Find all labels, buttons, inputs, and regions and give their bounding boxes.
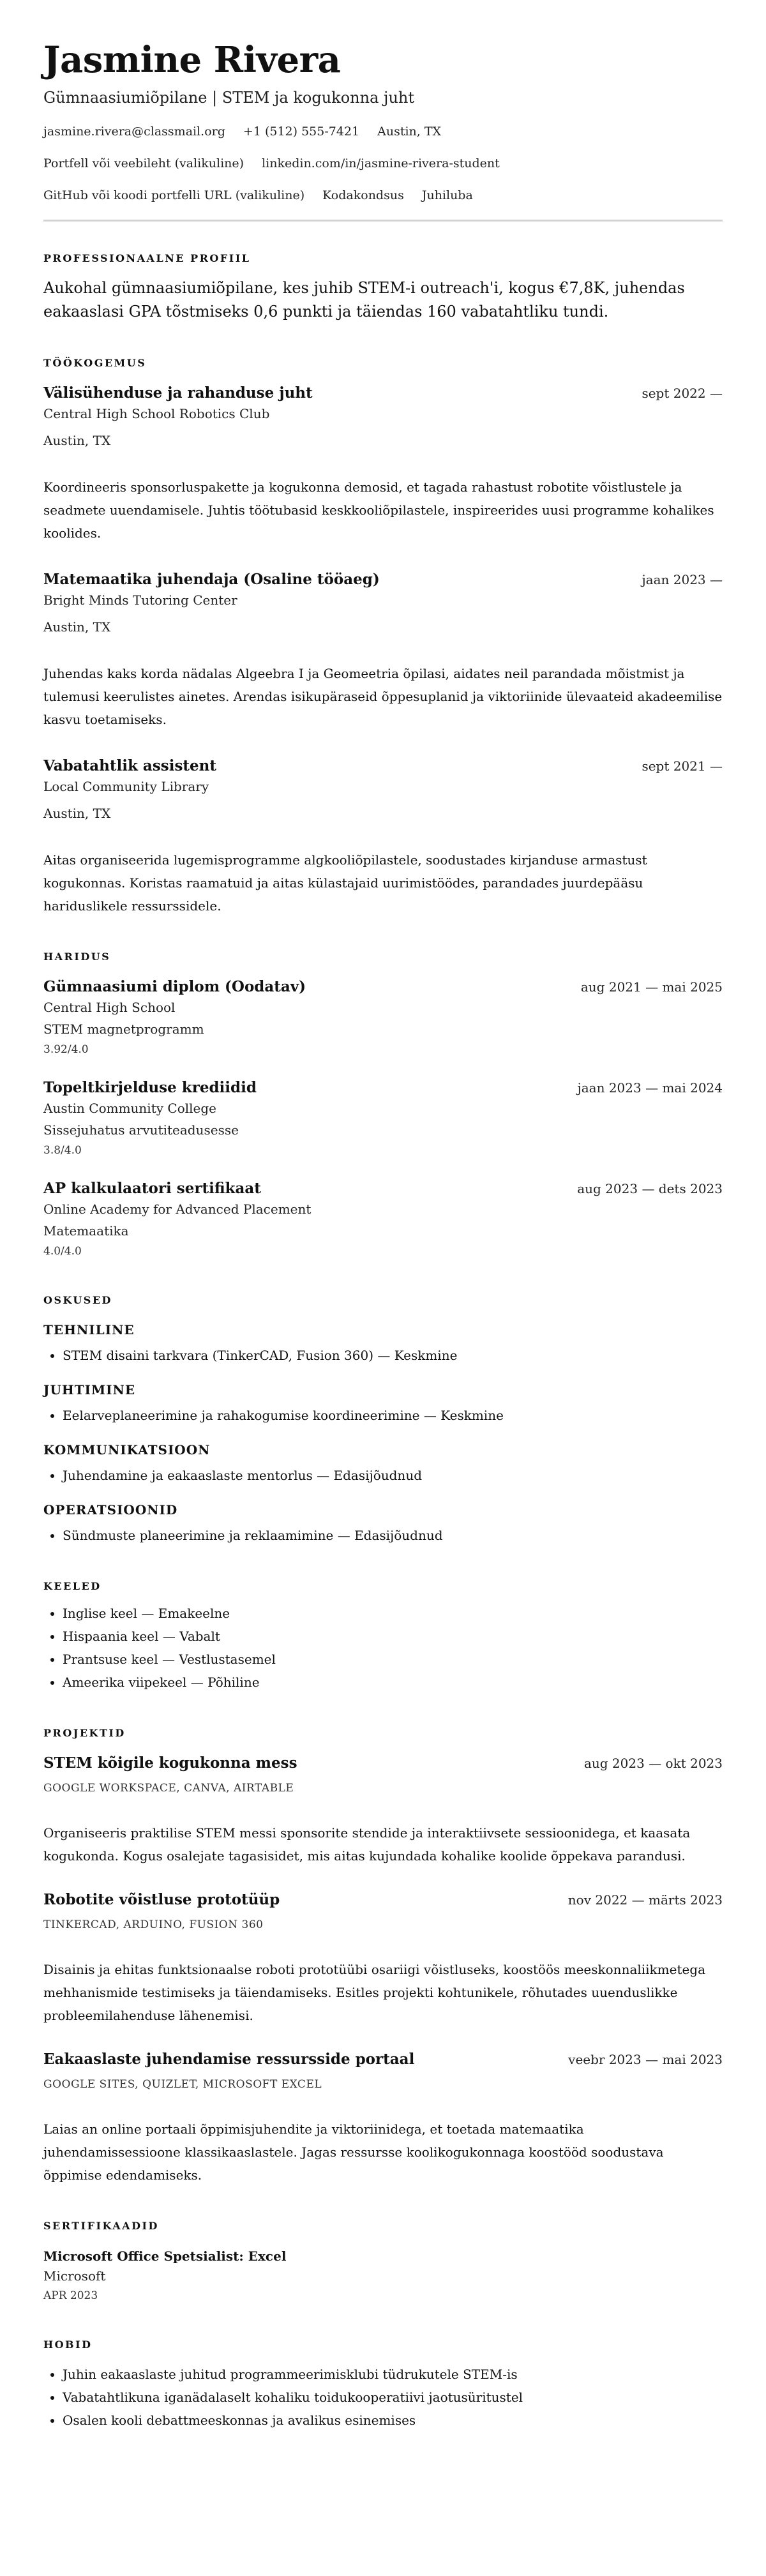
job-organization: Local Community Library <box>43 779 209 794</box>
project-entry <box>43 2050 723 2187</box>
certification-issuer: Microsoft <box>43 2268 106 2284</box>
education-section <box>43 951 723 1261</box>
entry-header <box>43 757 723 776</box>
project-technologies: TINKERCAD, ARDUINO, FUSION 360 <box>43 1918 264 1931</box>
entry-date: nov 2022 — märts 2023 <box>567 1892 723 1908</box>
email-link[interactable]: jasmine.rivera@classmail.org <box>43 124 225 139</box>
entry-title: Eakaaslaste juhendamise ressursside portaal <box>43 2051 415 2068</box>
skill-list <box>43 1464 723 1487</box>
skill-item: • STEM disaini tarkvara (TinkerCAD, Fusion 360) — Keskmine <box>63 1344 723 1367</box>
entry-date: jaan 2023 — <box>642 572 723 587</box>
entry-date: sept 2022 — <box>642 386 723 401</box>
entry-header <box>43 1890 723 1909</box>
job-location: Austin, TX <box>43 619 111 635</box>
hobbies-section <box>43 2339 723 2432</box>
profile-section <box>43 252 723 324</box>
certification-title: Microsoft Office Spetsialist: Excel <box>43 2248 287 2264</box>
header-divider <box>43 220 723 222</box>
entry-header <box>43 1754 723 1773</box>
projects-section <box>43 1727 723 2187</box>
language-item: • Prantsuse keel — Vestlustasemel <box>63 1648 723 1671</box>
field-of-study: STEM magnetprogramm <box>43 1021 204 1037</box>
project-technologies: GOOGLE SITES, QUIZLET, MICROSOFT EXCEL <box>43 2078 322 2091</box>
entry-header <box>43 1078 723 1097</box>
project-entry <box>43 1890 723 2027</box>
entry-date: aug 2023 — dets 2023 <box>577 1181 723 1196</box>
skill-category-heading: TEHNILINE <box>43 1322 135 1337</box>
job-description: Juhendas kaks korda nädalas Algeebra I ja Geomeetria õpilasi, aidates neil parandada mõistmist ja tulemusi keerulistes ainetes. Arendas isikupäraseid õppesuplanid ja viktoriinide ülevaateid akadeemilise kasvu toetamiseks. <box>43 666 723 727</box>
project-entry <box>43 1754 723 1867</box>
entry-header <box>43 384 723 403</box>
education-entry <box>43 1078 723 1160</box>
section-heading: OSKUSED <box>43 1294 112 1306</box>
entry-header <box>43 2050 723 2069</box>
section-heading: KEELED <box>43 1580 101 1592</box>
hobby-item: • Juhin eakaaslaste juhitud programmeerimisklubi tüdrukutele STEM-is <box>63 2363 723 2386</box>
resume-header <box>43 37 723 203</box>
contact-row <box>43 124 723 139</box>
education-entry <box>43 1179 723 1261</box>
project-technologies: GOOGLE WORKSPACE, CANVA, AIRTABLE <box>43 1782 294 1795</box>
job-organization: Central High School Robotics Club <box>43 406 270 421</box>
contact-row <box>43 188 723 203</box>
skill-category-heading: JUHTIMINE <box>43 1382 136 1397</box>
hobby-item: • Osalen kooli debattmeeskonnas ja avalikus esinemises <box>63 2409 723 2432</box>
school-name: Online Academy for Advanced Placement <box>43 1201 312 1217</box>
entry-title: Matemaatika juhendaja (Osaline tööaeg) <box>43 571 380 588</box>
skills-section <box>43 1294 723 1547</box>
contact-info <box>43 124 723 203</box>
skill-category-heading: KOMMUNIKATSIOON <box>43 1442 211 1457</box>
skill-category-heading: OPERATSIOONID <box>43 1502 178 1518</box>
contact-row <box>43 156 723 171</box>
entry-date: aug 2021 — mai 2025 <box>580 979 723 995</box>
experience-section <box>43 357 723 917</box>
github-placeholder: GitHub või koodi portfelli URL (valikuline) <box>43 188 305 202</box>
skill-item: • Sündmuste planeerimine ja reklaamimine — Edasijõudnud <box>63 1524 723 1547</box>
project-description: Organiseeris praktilise STEM messi sponsorite stendide ja interaktiivsete sessioonidega, et kaasata kogukonda. Kogus osalejate tagasisidet, mis aitas kujundada kohalike koolide õppekava parandusi. <box>43 1825 691 1864</box>
certifications-section <box>43 2220 723 2305</box>
education-entry <box>43 977 723 1059</box>
language-item: • Inglise keel — Emakeelne <box>63 1602 723 1625</box>
project-description: Laias an online portaali õppimisjuhendite ja viktoriinidega, et toetada matemaatika juhendamissessioone klassikaaslastele. Jagas ressursse koolikogukonnaga koostööd soodustava õppimise edendamiseks. <box>43 2121 664 2183</box>
job-entry <box>43 757 723 917</box>
entry-date: sept 2021 — <box>642 758 723 774</box>
drivers-license: Juhiluba <box>421 188 473 202</box>
job-entry <box>43 570 723 731</box>
job-location: Austin, TX <box>43 433 111 448</box>
gpa: 3.92/4.0 <box>43 1043 89 1056</box>
school-name: Central High School <box>43 1000 176 1015</box>
location: Austin, TX <box>377 124 442 139</box>
candidate-headline: Gümnaasiumiõpilane | STEM ja kogukonna juht <box>43 89 415 107</box>
entry-title: Robotite võistluse prototüüp <box>43 1891 280 1908</box>
entry-title: AP kalkulaatori sertifikaat <box>43 1180 261 1197</box>
job-description: Koordineeris sponsorluspakette ja kogukonna demosid, et tagada rahastust robotite võistlustele ja seadmete uuendamisele. Juhtis töötubasid keskkooliõpilastele, inspireerides uusi programme kohalikes koolides. <box>43 479 714 541</box>
section-heading: HARIDUS <box>43 951 111 963</box>
entry-title: Topeltkirjelduse krediidid <box>43 1079 257 1096</box>
certification-entry <box>43 2247 723 2305</box>
entry-title: STEM kõigile kogukonna mess <box>43 1754 297 1772</box>
language-item: • Ameerika viipekeel — Põhiline <box>63 1671 723 1694</box>
linkedin-link[interactable]: linkedin.com/in/jasmine-rivera-student <box>262 156 500 170</box>
field-of-study: Matemaatika <box>43 1223 129 1239</box>
hobby-item: • Vabatahtlikuna iganädalaselt kohaliku toidukooperatiivi jaotusüritustel <box>63 2386 723 2409</box>
entry-title: Vabatahtlik assistent <box>43 757 217 774</box>
entry-date: veebr 2023 — mai 2023 <box>568 2052 723 2067</box>
entry-date: aug 2023 — okt 2023 <box>583 1756 723 1771</box>
entry-header <box>43 570 723 589</box>
section-heading: HOBID <box>43 2339 93 2351</box>
candidate-name: Jasmine Rivera <box>43 39 341 81</box>
language-item: • Hispaania keel — Vabalt <box>63 1625 723 1648</box>
section-heading: PROFESSIONAALNE PROFIIL <box>43 252 251 264</box>
entry-header <box>43 1179 723 1198</box>
field-of-study: Sissejuhatus arvutiteadusesse <box>43 1122 239 1138</box>
certification-date: APR 2023 <box>43 2289 98 2302</box>
section-heading: SERTIFIKAADID <box>43 2220 159 2232</box>
skill-list <box>43 1404 723 1427</box>
project-description: Disainis ja ehitas funktsionaalse roboti prototüübi osariigi võistluseks, koostöös meeskonnaliikmetega mehhanismide testimiseks ja täiendamiseks. Esitles projekti kohtunikele, rõhutades uuenduslikke probleemilahenduse lähenemisi. <box>43 1962 706 2023</box>
skill-item: • Eelarveplaneerimine ja rahakogumise koordineerimine — Keskmine <box>63 1404 723 1427</box>
citizenship: Kodakondsus <box>322 188 404 202</box>
entry-title: Gümnaasiumi diplom (Oodatav) <box>43 978 306 995</box>
entry-header <box>43 977 723 997</box>
languages-section <box>43 1580 723 1694</box>
gpa: 4.0/4.0 <box>43 1245 82 1258</box>
profile-summary: Aukohal gümnaasiumiõpilane, kes juhib STEM-i outreach'i, kogus €7,8K, juhendas eakaaslasi GPA tõstmiseks 0,6 punkti ja täiendas 160 vabatahtliku tundi. <box>43 279 685 320</box>
entry-date: jaan 2023 — mai 2024 <box>577 1080 723 1096</box>
portfolio-placeholder: Portfell või veebileht (valikuline) <box>43 156 244 170</box>
entry-title: Välisühenduse ja rahanduse juht <box>43 384 313 402</box>
job-organization: Bright Minds Tutoring Center <box>43 592 237 608</box>
job-entry <box>43 384 723 545</box>
school-name: Austin Community College <box>43 1101 216 1116</box>
skill-item: • Juhendamine ja eakaaslaste mentorlus — Edasijõudnud <box>63 1464 723 1487</box>
phone: +1 (512) 555-7421 <box>243 124 360 139</box>
section-heading: TÖÖKOGEMUS <box>43 357 147 369</box>
skill-list <box>43 1344 723 1367</box>
job-description: Aitas organiseerida lugemisprogramme algkooliõpilastele, soodustades kirjanduse armastust kogukonnas. Koristas raamatuid ja aitas külastajaid uurimistöödes, parandades juurdepääsu hariduslikele ressurssidele. <box>43 852 647 914</box>
job-location: Austin, TX <box>43 806 111 821</box>
gpa: 3.8/4.0 <box>43 1144 82 1157</box>
section-heading: PROJEKTID <box>43 1727 126 1739</box>
skill-list <box>43 1524 723 1547</box>
